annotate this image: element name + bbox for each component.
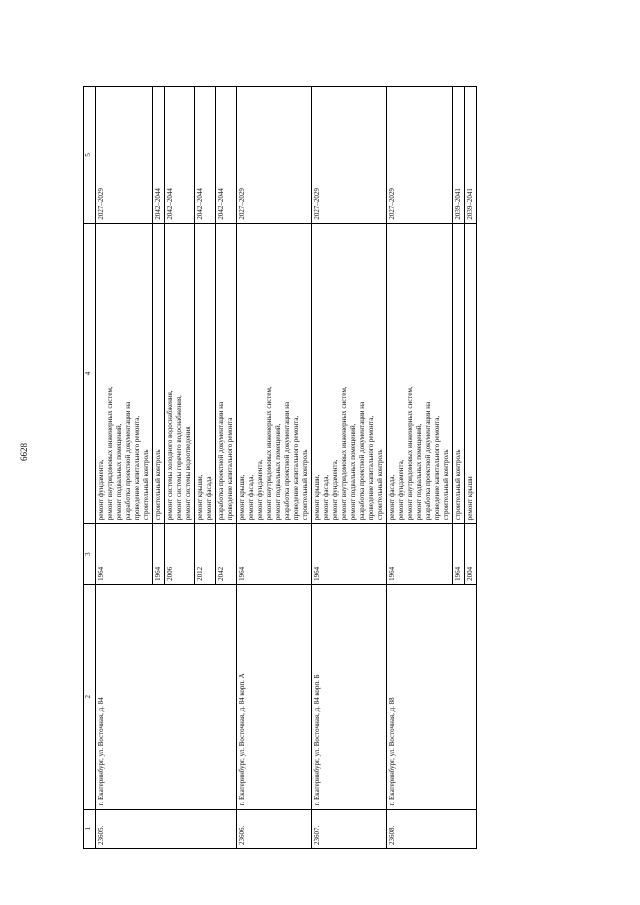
year-cell: 2004: [465, 524, 477, 585]
work-item: ремонт внутридомовых инженерных систем,: [406, 386, 414, 521]
works-cell: [195, 223, 216, 524]
work-item: проведение капитального ремонта,: [292, 415, 300, 521]
work-item: разработка проектной документации на: [124, 401, 132, 521]
year-cell: 2042: [216, 524, 237, 585]
work-item: ремонт фундамента,: [397, 459, 405, 521]
work-item: ремонт крыши: [466, 476, 474, 521]
work-item: проведение капитального ремонта,: [133, 415, 141, 521]
column-number: 1: [84, 809, 96, 848]
period-cell: 2027–2029: [312, 87, 387, 224]
rotated-table-container: [83, 86, 585, 849]
building-address: г. Екатеринбург, ул. Восточная, д. 84 корп. А: [237, 584, 312, 809]
period-cell: 2042–2044: [165, 87, 195, 224]
building-address: г. Екатеринбург, ул. Восточная, д. 88: [387, 584, 477, 809]
work-item: ремонт подвальных помещений,: [349, 423, 357, 521]
work-item: ремонт крыши,: [238, 474, 246, 521]
year-cell: 2012: [195, 524, 216, 585]
work-item: разработка проектной документации на: [283, 401, 291, 521]
year-cell: 1964: [312, 524, 387, 585]
work-item: строительный контроль: [442, 449, 450, 521]
work-item: разработка проектной документации на: [358, 401, 366, 521]
repair-schedule-table: [83, 86, 477, 849]
work-item: разработка проектной документации на: [424, 401, 432, 521]
works-cell: [237, 223, 312, 524]
work-item: ремонт фасада,: [322, 474, 330, 521]
work-item: ремонт внутридомовых инженерных систем,: [265, 386, 273, 521]
work-item: ремонт фасада,: [388, 474, 396, 521]
works-cell: [216, 223, 237, 524]
work-item: ремонт фасада: [205, 476, 213, 521]
period-cell: 2042–2044: [153, 87, 165, 224]
table-row: [387, 87, 453, 849]
work-item: проведение капитального ремонта,: [433, 415, 441, 521]
column-number: 5: [84, 87, 96, 224]
building-address: г. Екатеринбург, ул. Восточная, д. 84: [96, 584, 237, 809]
table-body: [96, 87, 477, 849]
period-cell: 2027–2029: [387, 87, 453, 224]
record-number: 23606.: [237, 809, 312, 848]
period-cell: 2027–2029: [96, 87, 153, 224]
work-item: ремонт подвальных помещений,: [274, 423, 282, 521]
work-item: строительный контроль: [154, 449, 162, 521]
work-item: ремонт подвальных помещений,: [415, 423, 423, 521]
works-cell: [96, 223, 153, 524]
works-cell: [465, 223, 477, 524]
work-item: ремонт фундамента,: [256, 459, 264, 521]
table-row: [237, 87, 312, 849]
work-item: ремонт системы горячего водоснабжения,: [175, 395, 183, 521]
works-cell: [153, 223, 165, 524]
works-cell: [387, 223, 453, 524]
year-cell: 1964: [237, 524, 312, 585]
record-number: 23608.: [387, 809, 477, 848]
year-cell: 1964: [153, 524, 165, 585]
column-number: 3: [84, 524, 96, 585]
period-cell: 2039–2041: [453, 87, 465, 224]
work-item: ремонт крыши,: [313, 474, 321, 521]
works-cell: [165, 223, 195, 524]
works-cell: [453, 223, 465, 524]
year-cell: 2006: [165, 524, 195, 585]
work-item: ремонт фундамента,: [331, 459, 339, 521]
period-cell: 2039–2041: [465, 87, 477, 224]
work-item: проведение капитального ремонта,: [367, 415, 375, 521]
works-cell: [312, 223, 387, 524]
work-item: строительный контроль: [142, 449, 150, 521]
work-item: ремонт системы водоотведения: [184, 426, 192, 521]
year-cell: 1964: [387, 524, 453, 585]
work-item: ремонт подвальных помещений,: [115, 423, 123, 521]
building-address: г. Екатеринбург, ул. Восточная, д. 84 корп. Б: [312, 584, 387, 809]
work-item: строительный контроль: [301, 449, 309, 521]
year-cell: 1964: [453, 524, 465, 585]
period-cell: 2042–2044: [216, 87, 237, 224]
column-number: 2: [84, 584, 96, 809]
column-number: 4: [84, 223, 96, 524]
page-number: 6628: [19, 443, 29, 461]
record-number: 23607.: [312, 809, 387, 848]
table-row: [312, 87, 387, 849]
year-cell: 1964: [96, 524, 153, 585]
work-item: ремонт системы холодного водоснабжения,: [166, 390, 174, 521]
work-item: проведение капитального ремонта: [226, 417, 234, 521]
period-cell: 2042–2044: [195, 87, 216, 224]
column-number-row: [84, 87, 96, 849]
period-cell: 2027–2029: [237, 87, 312, 224]
work-item: разработка проектной документации на: [217, 401, 225, 521]
work-item: ремонт внутридомовых инженерных систем,: [340, 386, 348, 521]
work-item: ремонт внутридомовых инженерных систем,: [106, 386, 114, 521]
work-item: ремонт фасада,: [247, 474, 255, 521]
work-item: ремонт фундамента,: [97, 459, 105, 521]
table-row: [96, 87, 153, 849]
record-number: 23605.: [96, 809, 237, 848]
work-item: строительный контроль: [454, 449, 462, 521]
work-item: ремонт крыши,: [196, 474, 204, 521]
work-item: строительный контроль: [376, 449, 384, 521]
